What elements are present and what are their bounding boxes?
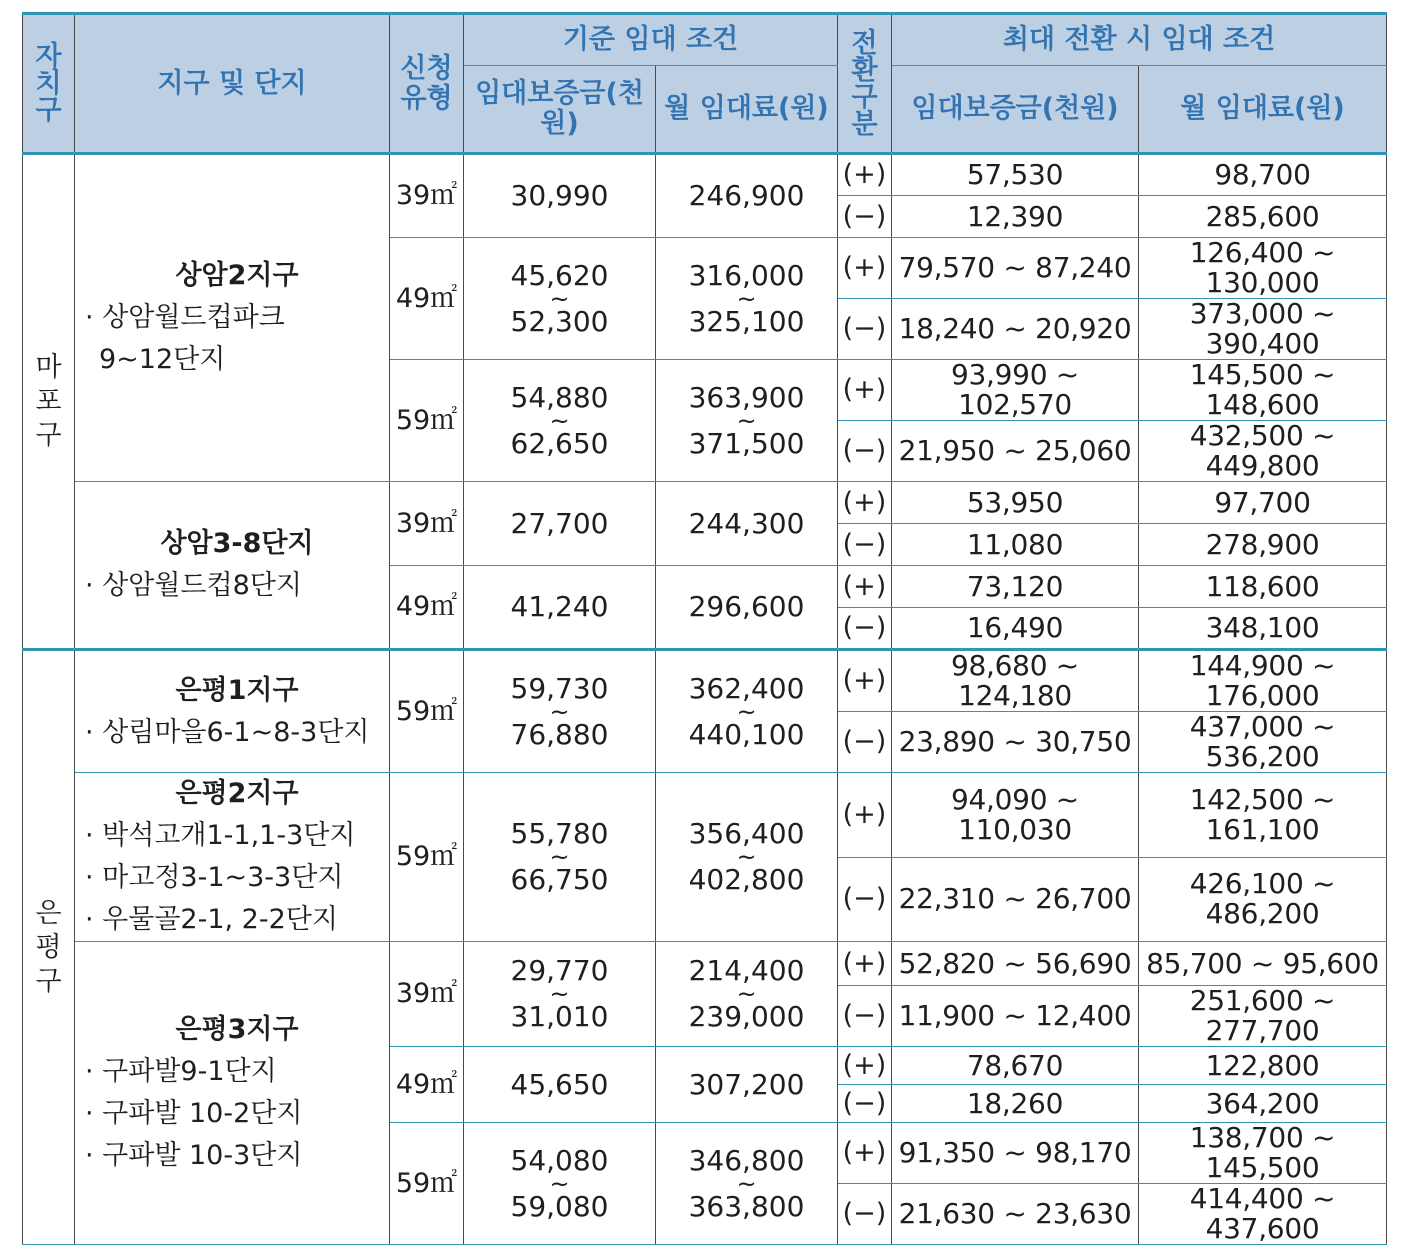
conv-sign: (+)	[838, 238, 892, 299]
table-row	[23, 942, 1387, 986]
max-rent: 98,700	[1139, 154, 1387, 196]
base-rent	[656, 238, 838, 360]
max-deposit: 16,490	[892, 608, 1139, 650]
base-rent-high: 371,500	[688, 426, 805, 460]
base-rent-tilde: ~	[736, 284, 757, 313]
conv-sign: (−)	[838, 299, 892, 360]
base-rent-high: 440,100	[688, 717, 805, 751]
district-name: 은평2지구	[175, 778, 299, 809]
unit-type: 59㎡	[390, 360, 464, 482]
header-district: 지구 및 단지	[75, 14, 390, 154]
base-rent	[656, 566, 838, 650]
base-deposit-low: 54,080	[510, 1143, 609, 1177]
base-rent	[656, 1123, 838, 1245]
district-name: 상암2지구	[175, 260, 299, 291]
complex-name: · 상암월드컵파크	[85, 302, 285, 333]
base-rent-value: 244,300	[688, 506, 805, 540]
complex-name: · 구파발9-1단지	[85, 1056, 277, 1087]
gu-char: 마	[35, 351, 62, 383]
unit-type: 59㎡	[390, 650, 464, 773]
complex-name: · 구파발 10-3단지	[85, 1140, 303, 1171]
gu-char: 은	[35, 897, 62, 929]
complex-name: · 구파발 10-2단지	[85, 1098, 303, 1129]
base-deposit-low: 54,880	[510, 380, 609, 414]
gu-char: 구	[35, 965, 62, 997]
base-rent-tilde: ~	[736, 697, 757, 726]
unit-type: 39㎡	[390, 942, 464, 1047]
header-conv-type-char: 전	[851, 27, 878, 59]
max-deposit: 91,350 ~ 98,170	[892, 1123, 1139, 1184]
max-deposit: 21,630 ~ 23,630	[892, 1184, 1139, 1245]
conv-sign: (+)	[838, 1123, 892, 1184]
conv-sign: (−)	[838, 1085, 892, 1123]
table-row	[23, 650, 1387, 712]
table-row	[23, 482, 1387, 524]
complex-name: 9~12단지	[99, 344, 226, 375]
max-deposit: 23,890 ~ 30,750	[892, 712, 1139, 773]
table-body	[23, 154, 1387, 1245]
base-deposit	[464, 566, 656, 650]
max-rent: 373,000 ~ 390,400	[1139, 299, 1387, 360]
base-deposit-value: 30,990	[510, 179, 609, 212]
max-deposit: 11,900 ~ 12,400	[892, 986, 1139, 1047]
base-deposit-high: 76,880	[510, 717, 609, 751]
conv-sign: (+)	[838, 482, 892, 524]
max-rent: 364,200	[1139, 1085, 1387, 1123]
base-deposit-tilde: ~	[549, 284, 570, 313]
header-gu-char: 치	[35, 68, 62, 99]
table-row	[23, 773, 1387, 858]
conv-sign: (−)	[838, 712, 892, 773]
max-rent: 85,700 ~ 95,600	[1139, 942, 1387, 986]
max-deposit: 94,090 ~ 110,030	[892, 773, 1139, 858]
district-name: 상암3-8단지	[160, 528, 314, 559]
rental-conditions-table	[22, 12, 1387, 1245]
district-cell	[75, 482, 390, 650]
base-deposit	[464, 360, 656, 482]
conv-sign: (−)	[838, 608, 892, 650]
header-max-group: 최대 전환 시 임대 조건	[892, 14, 1387, 66]
complex-name: · 우물골2-1, 2-2단지	[85, 904, 338, 935]
district-cell	[75, 773, 390, 942]
base-rent-high: 363,800	[688, 1189, 805, 1223]
header-base-deposit: 임대보증금(천원)	[464, 66, 656, 154]
base-rent-low: 356,400	[688, 817, 805, 850]
header-max-deposit: 임대보증금(천원)	[892, 66, 1139, 154]
base-rent	[656, 154, 838, 238]
conv-sign: (−)	[838, 524, 892, 566]
conv-sign: (+)	[838, 773, 892, 858]
header-conv-type-char: 환	[851, 54, 878, 86]
header-conv-type	[838, 14, 892, 154]
header-apply-type: 신청유형	[390, 14, 464, 154]
unit-type: 39㎡	[390, 482, 464, 566]
header-base-group: 기준 임대 조건	[464, 14, 838, 66]
district-cell	[75, 942, 390, 1245]
conv-sign: (+)	[838, 566, 892, 608]
unit-type: 39㎡	[390, 154, 464, 238]
complex-name: · 상림마을6-1~8-3단지	[85, 716, 370, 748]
base-rent-low: 362,400	[688, 671, 805, 705]
gu-char: 구	[35, 419, 62, 451]
base-rent-low: 214,400	[688, 954, 805, 987]
base-rent	[656, 482, 838, 566]
max-rent: 437,000 ~ 536,200	[1139, 712, 1387, 773]
max-deposit: 11,080	[892, 524, 1139, 566]
max-rent: 285,600	[1139, 196, 1387, 238]
rental-conditions-table-wrapper	[22, 12, 1387, 1245]
base-rent-high: 325,100	[688, 304, 805, 338]
base-deposit	[464, 154, 656, 238]
complex-name: · 박석고개1-1,1-3단지	[85, 820, 356, 851]
base-deposit-low: 45,620	[510, 258, 609, 292]
max-rent: 118,600	[1139, 566, 1387, 608]
max-rent: 426,100 ~ 486,200	[1139, 857, 1387, 942]
conv-sign: (+)	[838, 650, 892, 712]
table-row	[23, 154, 1387, 196]
base-deposit-low: 59,730	[510, 671, 609, 705]
base-deposit	[464, 773, 656, 942]
base-rent	[656, 650, 838, 773]
base-rent-low: 346,800	[688, 1143, 805, 1177]
max-deposit: 52,820 ~ 56,690	[892, 942, 1139, 986]
base-deposit-tilde: ~	[549, 406, 570, 435]
max-deposit: 73,120	[892, 566, 1139, 608]
max-deposit: 53,950	[892, 482, 1139, 524]
base-deposit-tilde: ~	[549, 697, 570, 726]
district-cell	[75, 154, 390, 482]
conv-sign: (+)	[838, 942, 892, 986]
max-rent: 97,700	[1139, 482, 1387, 524]
complex-name: · 상암월드컵8단지	[85, 570, 302, 601]
base-rent-low: 316,000	[688, 258, 805, 292]
base-deposit	[464, 1123, 656, 1245]
base-rent	[656, 942, 838, 1047]
base-deposit-high: 62,650	[510, 426, 609, 460]
base-rent-value: 307,200	[688, 1067, 805, 1101]
max-deposit: 98,680 ~ 124,180	[892, 650, 1139, 712]
max-rent: 278,900	[1139, 524, 1387, 566]
max-rent: 138,700 ~ 145,500	[1139, 1123, 1387, 1184]
header-base-rent: 월 임대료(원)	[656, 66, 838, 154]
max-deposit: 78,670	[892, 1047, 1139, 1085]
max-deposit: 57,530	[892, 154, 1139, 196]
gu-cell	[23, 650, 75, 1245]
base-rent-high: 402,800	[688, 863, 805, 896]
max-deposit: 18,260	[892, 1085, 1139, 1123]
base-deposit-value: 45,650	[510, 1067, 609, 1101]
base-deposit-tilde: ~	[549, 1169, 570, 1198]
header-conv-type-char: 분	[851, 108, 878, 140]
base-deposit-tilde: ~	[549, 843, 570, 871]
conv-sign: (−)	[838, 986, 892, 1047]
base-rent-tilde: ~	[736, 406, 757, 435]
base-deposit	[464, 482, 656, 566]
conv-sign: (−)	[838, 421, 892, 482]
conv-sign: (−)	[838, 1184, 892, 1245]
max-rent: 432,500 ~ 449,800	[1139, 421, 1387, 482]
base-deposit-value: 41,240	[510, 590, 609, 623]
base-rent-low: 363,900	[688, 380, 805, 414]
conv-sign: (−)	[838, 196, 892, 238]
base-rent-tilde: ~	[736, 980, 757, 1008]
district-cell	[75, 650, 390, 773]
max-deposit: 12,390	[892, 196, 1139, 238]
complex-name: · 마고정3-1~3-3단지	[85, 862, 344, 893]
max-deposit: 21,950 ~ 25,060	[892, 421, 1139, 482]
base-deposit-high: 66,750	[510, 863, 609, 896]
base-rent-value: 296,600	[688, 590, 805, 623]
conv-sign: (+)	[838, 360, 892, 421]
header-gu-char: 구	[35, 95, 62, 126]
base-deposit-high: 52,300	[510, 304, 609, 338]
conv-sign: (−)	[838, 857, 892, 942]
conv-sign: (+)	[838, 1047, 892, 1085]
table-header	[23, 14, 1387, 154]
base-rent-value: 246,900	[688, 179, 805, 212]
base-deposit	[464, 942, 656, 1047]
max-rent: 142,500 ~ 161,100	[1139, 773, 1387, 858]
base-deposit-tilde: ~	[549, 980, 570, 1008]
header-gu-char: 자	[35, 41, 62, 72]
max-deposit: 93,990 ~ 102,570	[892, 360, 1139, 421]
max-deposit: 79,570 ~ 87,240	[892, 238, 1139, 299]
base-deposit-low: 29,770	[510, 954, 609, 987]
base-rent-tilde: ~	[736, 1169, 757, 1198]
base-deposit	[464, 1047, 656, 1123]
district-name: 은평1지구	[175, 674, 299, 706]
unit-type: 59㎡	[390, 1123, 464, 1245]
base-rent-tilde: ~	[736, 843, 757, 871]
gu-char: 포	[35, 385, 62, 417]
base-rent	[656, 360, 838, 482]
header-gu	[23, 14, 75, 154]
unit-type: 49㎡	[390, 238, 464, 360]
unit-type: 59㎡	[390, 773, 464, 942]
max-rent: 251,600 ~ 277,700	[1139, 986, 1387, 1047]
max-deposit: 22,310 ~ 26,700	[892, 857, 1139, 942]
base-deposit-high: 59,080	[510, 1189, 609, 1223]
base-deposit-high: 31,010	[510, 1000, 609, 1033]
max-rent: 144,900 ~ 176,000	[1139, 650, 1387, 712]
unit-type: 49㎡	[390, 1047, 464, 1123]
base-deposit-value: 27,700	[510, 506, 609, 540]
header-conv-type-char: 구	[851, 81, 878, 113]
gu-char: 평	[35, 931, 62, 963]
base-deposit	[464, 238, 656, 360]
district-name: 은평3지구	[175, 1014, 299, 1045]
unit-type: 49㎡	[390, 566, 464, 650]
base-rent-high: 239,000	[688, 1000, 805, 1033]
base-rent	[656, 773, 838, 942]
max-rent: 348,100	[1139, 608, 1387, 650]
base-deposit-low: 55,780	[510, 817, 609, 850]
max-rent: 126,400 ~ 130,000	[1139, 238, 1387, 299]
header-max-rent: 월 임대료(원)	[1139, 66, 1387, 154]
base-deposit	[464, 650, 656, 773]
max-rent: 122,800	[1139, 1047, 1387, 1085]
max-rent: 414,400 ~ 437,600	[1139, 1184, 1387, 1245]
conv-sign: (+)	[838, 154, 892, 196]
base-rent	[656, 1047, 838, 1123]
max-rent: 145,500 ~ 148,600	[1139, 360, 1387, 421]
max-deposit: 18,240 ~ 20,920	[892, 299, 1139, 360]
gu-cell	[23, 154, 75, 650]
